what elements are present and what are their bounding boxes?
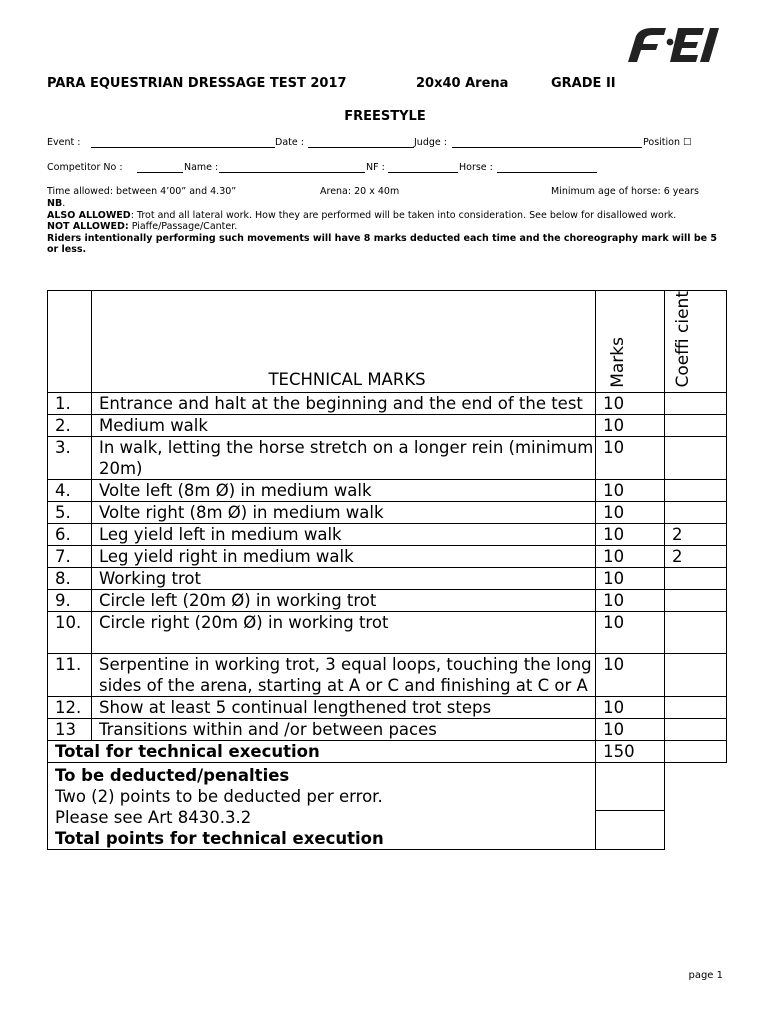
row-description: Show at least 5 continual lengthened trot steps: [91, 696, 595, 718]
row-marks: 10: [596, 653, 665, 696]
time-allowed: Time allowed: between 4’00” and 4.30”: [47, 186, 237, 197]
row-coefficient: [665, 696, 727, 718]
row-number: 9.: [48, 589, 92, 611]
row-description: Circle right (20m Ø) in working trot: [91, 611, 595, 653]
competitor-no-field[interactable]: [137, 162, 183, 173]
nf-label: NF :: [366, 162, 385, 173]
nb-dot: .: [62, 198, 66, 209]
row-number: 13: [48, 718, 92, 740]
grade-title: GRADE II: [551, 76, 616, 91]
row-coefficient: [665, 479, 727, 501]
position-label[interactable]: Position ☐: [643, 137, 692, 148]
total-points-cell[interactable]: [596, 811, 664, 849]
row-marks: 10: [596, 567, 665, 589]
row-coefficient: [665, 501, 727, 523]
deduct-title: To be deducted/penalties: [55, 765, 290, 785]
table-row: [48, 567, 727, 589]
total-points-label: Total points for technical execution: [55, 828, 384, 848]
row-description: Serpentine in working trot, 3 equal loops, touching the long sides of the arena, starting at A or C and finishing at C or A: [91, 653, 595, 696]
row-description: Transitions within and /or between paces: [91, 718, 595, 740]
marks-column-header: Marks: [608, 336, 629, 388]
arena-size: Arena: 20 x 40m: [320, 186, 400, 197]
row-coefficient: [665, 567, 727, 589]
row-coefficient: [665, 653, 727, 696]
row-number: 1.: [48, 392, 92, 414]
row-marks: 10: [596, 436, 665, 479]
page-number: page 1: [688, 970, 723, 981]
warning-text: Riders intentionally performing such movements will have 8 marks deducted each time and the choreography mark will be 5 or less.: [47, 232, 718, 255]
arena-title: 20x40 Arena: [416, 76, 509, 91]
row-marks: 10: [596, 611, 665, 653]
test-title: PARA EQUESTRIAN DRESSAGE TEST 2017: [47, 76, 347, 91]
row-marks: 10: [596, 718, 665, 740]
row-description: In walk, letting the horse stretch on a longer rein (minimum 20m): [91, 436, 595, 479]
not-allowed-label: NOT ALLOWED:: [47, 221, 129, 232]
total-label: Total for technical execution: [48, 740, 596, 762]
table-row: [48, 696, 727, 718]
row-number: 8.: [48, 567, 92, 589]
total-row: [48, 740, 727, 762]
table-row: [48, 501, 727, 523]
nf-field[interactable]: [388, 162, 458, 173]
row-marks: 10: [596, 523, 665, 545]
table-row: [48, 545, 727, 567]
min-age: Minimum age of horse: 6 years: [551, 186, 699, 197]
row-marks: 10: [596, 479, 665, 501]
row-marks: 10: [596, 501, 665, 523]
table-header-row: [48, 291, 727, 393]
row-marks: 10: [596, 392, 665, 414]
deduct-line1: Two (2) points to be deducted per error.: [55, 786, 383, 806]
row-marks: 10: [596, 545, 665, 567]
table-row: [48, 611, 727, 653]
row-description: Volte right (8m Ø) in medium walk: [91, 501, 595, 523]
also-allowed-label: ALSO ALLOWED: [47, 209, 131, 221]
row-coefficient: [665, 718, 727, 740]
row-description: Leg yield left in medium walk: [91, 523, 595, 545]
rules-block: [47, 198, 722, 256]
table-row: [48, 718, 727, 740]
date-label: Date :: [275, 137, 304, 148]
row-number: 10.: [48, 611, 92, 653]
deduction-row: [48, 762, 727, 849]
row-coefficient: 2: [665, 545, 727, 567]
row-coefficient: [665, 436, 727, 479]
row-description: Entrance and halt at the beginning and the end of the test: [91, 392, 595, 414]
row-description: Volte left (8m Ø) in medium walk: [91, 479, 595, 501]
row-number: 12.: [48, 696, 92, 718]
table-row: [48, 436, 727, 479]
deduction-cell[interactable]: [596, 763, 664, 811]
date-field[interactable]: [308, 137, 414, 148]
competitor-no-label: Competitor No :: [47, 162, 123, 173]
nb-label: NB: [47, 198, 63, 209]
total-value: 150: [596, 740, 665, 762]
horse-field[interactable]: [497, 162, 597, 173]
coefficient-column-header: Coeffi cient: [673, 291, 693, 388]
freestyle-subtitle: FREESTYLE: [344, 109, 426, 124]
row-number: 5.: [48, 501, 92, 523]
judge-label: Judge :: [414, 137, 447, 148]
row-coefficient: [665, 392, 727, 414]
row-number: 11.: [48, 653, 92, 696]
name-field[interactable]: [219, 162, 365, 173]
technical-marks-heading: TECHNICAL MARKS: [91, 291, 595, 393]
fei-logo: [622, 22, 752, 64]
row-marks: 10: [596, 589, 665, 611]
row-number: 6.: [48, 523, 92, 545]
row-number: 2.: [48, 414, 92, 436]
horse-label: Horse :: [459, 162, 493, 173]
table-row: [48, 479, 727, 501]
also-allowed-text: : Trot and all lateral work. How they are performed will be taken into consideration. See below for disallowed work.: [130, 209, 677, 221]
event-label: Event :: [47, 137, 81, 148]
table-row: [48, 392, 727, 414]
row-number: 7.: [48, 545, 92, 567]
row-number: 3.: [48, 436, 92, 479]
deduct-line2: Please see Art 8430.3.2: [55, 807, 252, 827]
row-description: Leg yield right in medium walk: [91, 545, 595, 567]
table-row: [48, 523, 727, 545]
not-allowed-text: Piaffe/Passage/Canter.: [128, 221, 238, 232]
row-description: Medium walk: [91, 414, 595, 436]
row-coefficient: [665, 589, 727, 611]
row-coefficient: [665, 611, 727, 653]
table-row: [48, 653, 727, 696]
row-number: 4.: [48, 479, 92, 501]
row-description: Working trot: [91, 567, 595, 589]
row-description: Circle left (20m Ø) in working trot: [91, 589, 595, 611]
technical-marks-table: [47, 290, 727, 850]
row-coefficient: 2: [665, 523, 727, 545]
row-marks: 10: [596, 696, 665, 718]
row-marks: 10: [596, 414, 665, 436]
event-field[interactable]: [91, 137, 275, 148]
judge-field[interactable]: [452, 137, 642, 148]
name-label: Name :: [184, 162, 219, 173]
row-coefficient: [665, 414, 727, 436]
table-row: [48, 414, 727, 436]
table-row: [48, 589, 727, 611]
